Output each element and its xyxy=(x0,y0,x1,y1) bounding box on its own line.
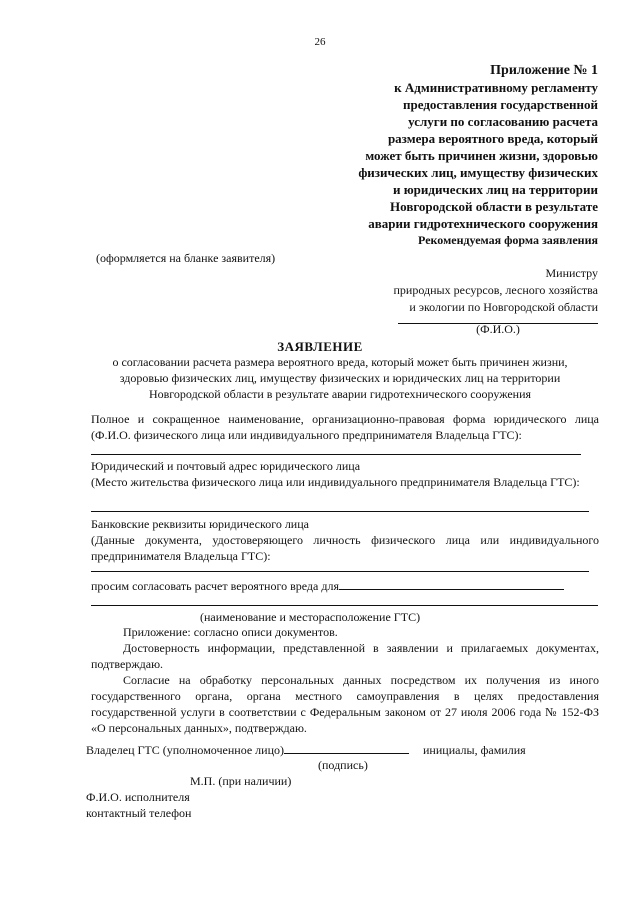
executor-label: Ф.И.О. исполнителя xyxy=(86,790,190,804)
addressee xyxy=(394,265,599,316)
field-bank-sublabel: (Данные документа, удостоверяющего личность физического лица или индивидуального предпринимателя Владельца ГТС): xyxy=(91,533,599,563)
fio-label: (Ф.И.О.) xyxy=(476,322,520,336)
field-name-label: Полное и сокращенное наименование, организационно-правовая форма юридического лица (Ф.И.О. физического лица или индивидуального предпринимателя Владельца ГТС): xyxy=(91,412,599,442)
blank-note: (оформляется на бланке заявителя) xyxy=(96,251,276,265)
stamp-label: М.П. (при наличии) xyxy=(190,774,292,788)
annex-line: к Административному регламенту xyxy=(394,80,598,95)
statement-subject xyxy=(80,354,600,402)
reliability-paragraph: Достоверность информации, представленной в заявлении и прилагаемых документах, подтверждаю. xyxy=(91,641,599,671)
field-bank-line[interactable] xyxy=(91,571,589,572)
gts-label: (наименование и месторасположение ГТС) xyxy=(200,610,421,624)
field-bank-label: Банковские реквизиты юридического лица xyxy=(91,517,309,531)
annex-line: аварии гидротехнического сооружения xyxy=(368,216,598,231)
addressee-line: Министру xyxy=(545,266,598,280)
field-address-label: Юридический и почтовый адрес юридического лица xyxy=(91,459,361,473)
request-text: просим согласовать расчет вероятного вреда для xyxy=(91,579,339,593)
annex-line: предоставления государственной xyxy=(403,97,598,112)
request-row xyxy=(91,577,599,594)
statement-title: ЗАЯВЛЕНИЕ xyxy=(277,339,363,354)
annex-line: физических лиц, имуществу физических xyxy=(358,165,598,180)
field-address-line[interactable] xyxy=(91,511,589,512)
attachment-paragraph: Приложение: согласно описи документов. xyxy=(123,625,338,639)
annex-line: и юридических лиц на территории xyxy=(392,182,598,197)
annex-line: услуги по согласованию расчета xyxy=(408,114,598,129)
owner-label: Владелец ГТС (уполномоченное лицо) xyxy=(86,743,284,757)
addressee-line: природных ресурсов, лесного хозяйства xyxy=(393,283,598,297)
gts-fill-line[interactable] xyxy=(91,605,598,606)
recommended-form-label: Рекомендуемая форма заявления xyxy=(418,233,598,247)
phone-label: контактный телефон xyxy=(86,806,192,820)
field-address-sublabel: (Место жительства физического лица или индивидуального предпринимателя Владельца ГТС): xyxy=(91,475,580,489)
annex-header xyxy=(298,62,598,249)
page-number: 26 xyxy=(314,36,326,48)
addressee-line: и экологии по Новгородской области xyxy=(409,300,598,314)
annex-line: размера вероятного вреда, который xyxy=(387,131,598,146)
subject-line: Новгородской области в результате аварии гидротехнического сооружения xyxy=(148,387,532,401)
subject-line: о согласовании расчета размера вероятного вреда, который может быть причинен жизни, xyxy=(112,355,568,369)
annex-title: Приложение № 1 xyxy=(490,63,598,78)
annex-line: может быть причинен жизни, здоровью xyxy=(365,148,598,163)
request-fill-line[interactable] xyxy=(339,577,564,590)
consent-paragraph: Согласие на обработку персональных данных посредством их получения из иного государственного органа, органа местного самоуправления в целях предоставления государственной услуги в соответствии с Федеральным законом от 27 июля 2006 года № 152-ФЗ «О персональных данных», подтверждаю. xyxy=(91,673,599,735)
signature-row xyxy=(86,741,606,758)
subject-line: здоровью физических лиц, имуществу физических и юридических лиц на территории xyxy=(119,371,561,385)
annex-line: Новгородской области в результате xyxy=(390,199,598,214)
initials-label: инициалы, фамилия xyxy=(423,743,526,757)
sign-label: (подпись) xyxy=(318,758,368,772)
field-name-line[interactable] xyxy=(91,454,581,455)
signature-fill-line[interactable] xyxy=(284,741,409,754)
